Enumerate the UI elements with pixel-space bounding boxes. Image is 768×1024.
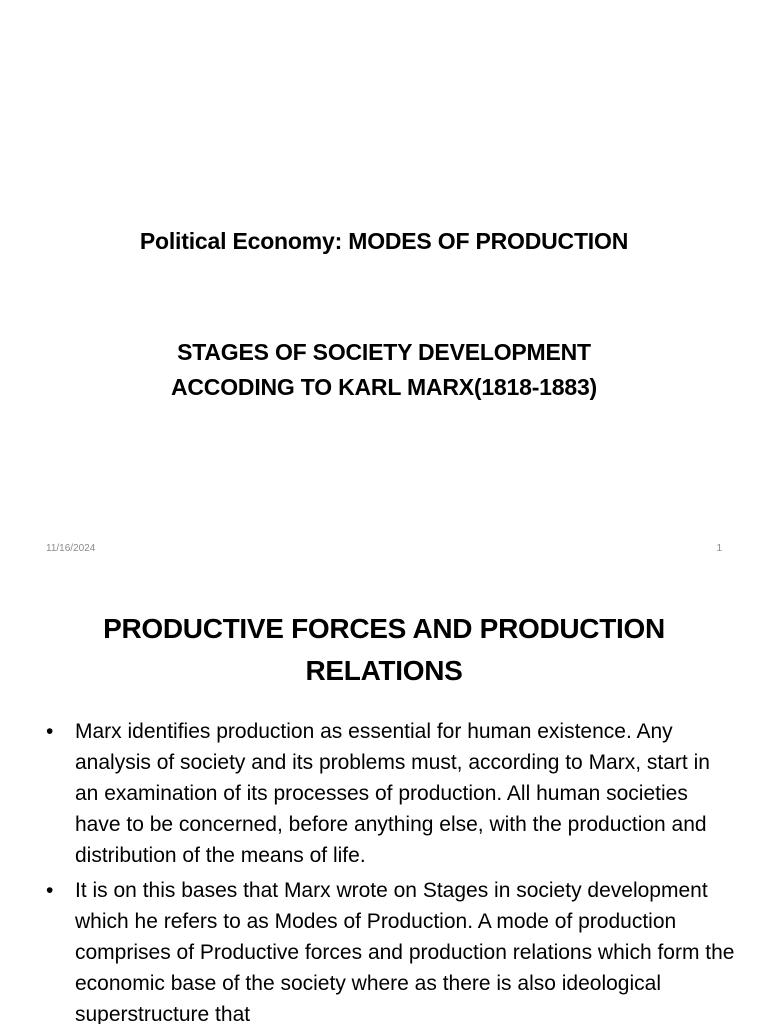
bullet-text: Marx identifies production as essential for human existence. Any analysis of society and its problems must, according to Marx, start in an examination of its processes of production. All human societies have to be concerned, before anything else, with the production and distribution of the means of life. — [75, 720, 710, 867]
subtitle-line: ACCODING TO KARL MARX(1818-1883) — [170, 374, 597, 400]
heading-line: PRODUCTIVE FORCES AND PRODUCTION — [103, 613, 665, 644]
bullet-item — [46, 716, 736, 871]
slide-heading — [0, 608, 768, 692]
slide-subtitle — [0, 335, 768, 405]
content-slide — [0, 576, 768, 1024]
bullet-text: It is on this bases that Marx wrote on Stages in society development which he refers to as Modes of Production. A mode of production comprises of Productive forces and production relations which form the economic base of the society where as there is also ideological superstructure that — [75, 879, 735, 1024]
bullet-list — [46, 716, 736, 1024]
footer-date: 11/16/2024 — [46, 543, 96, 554]
page-number: 1 — [716, 543, 722, 554]
heading-line: RELATIONS — [305, 655, 463, 686]
bullet-icon: • — [46, 720, 54, 743]
bullet-icon: • — [46, 879, 54, 902]
slide-title: Political Economy: MODES OF PRODUCTION — [139, 228, 629, 254]
subtitle-line: STAGES OF SOCIETY DEVELOPMENT — [177, 339, 591, 365]
bullet-item — [46, 875, 736, 1024]
